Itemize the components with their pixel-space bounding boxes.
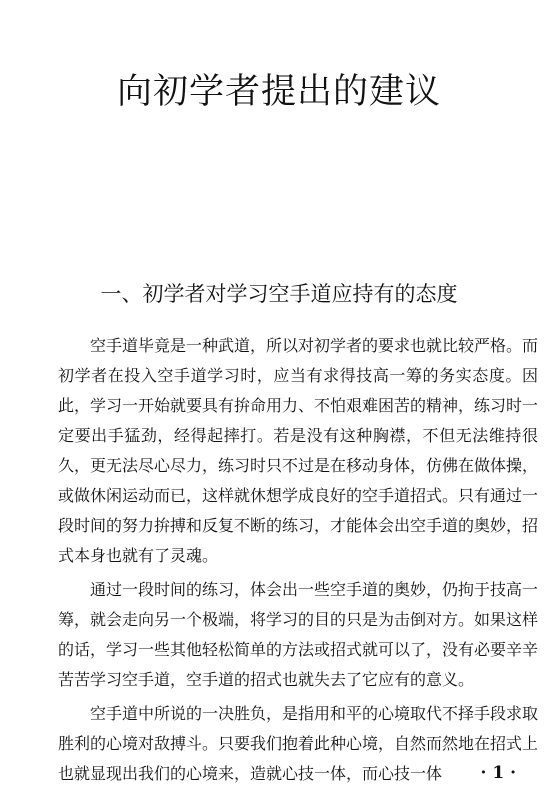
paragraph: 空手道中所说的一决胜负，是指用和平的心境取代不择手段求取胜利的心境对敌搏斗。只要我们抱着此种心境，自然而然地在招式上也就显现出我们的心境来，造就心技一体，而心技一体 xyxy=(58,704,539,783)
paragraph: 空手道毕竟是一种武道，所以对初学者的要求也就比较严格。而初学者在投入空手道学习时，应当有求得技高一筹的务实态度。因此，学习一开始就要具有拚命用力、不怕艰难困苦的精神，练习时一定要出手猛劲，经得起摔打。若是没有这种胸襟，不但无法维持很久，更无法尽心尽力，练习时只不过是在移动身体，仿佛在做体操，或做休闲运动而已，这样就休想学成良好的空手道招式。只有通过一段时间的努力拚搏和反复不断的练习，才能体会出空手道的奥妙，招式本身也就有了灵魂。 xyxy=(58,336,539,565)
page-number: · 1 · xyxy=(480,763,516,783)
body-text xyxy=(58,331,538,789)
chapter-title: 向初学者提出的建议 xyxy=(116,72,441,112)
paragraph: 通过一段时间的练习，体会出一些空手道的奥妙，仍拘于技高一筹，就会走向另一个极端，将学习的目的只是为击倒对方。如果这样的话，学习一些其他轻松简单的方法或招式就可以了，没有必要辛辛苦苦学习空手道，空手道的招式也就失去了它应有的意义。 xyxy=(58,580,539,689)
section-heading: 一、初学者对学习空手道应持有的态度 xyxy=(100,282,458,306)
